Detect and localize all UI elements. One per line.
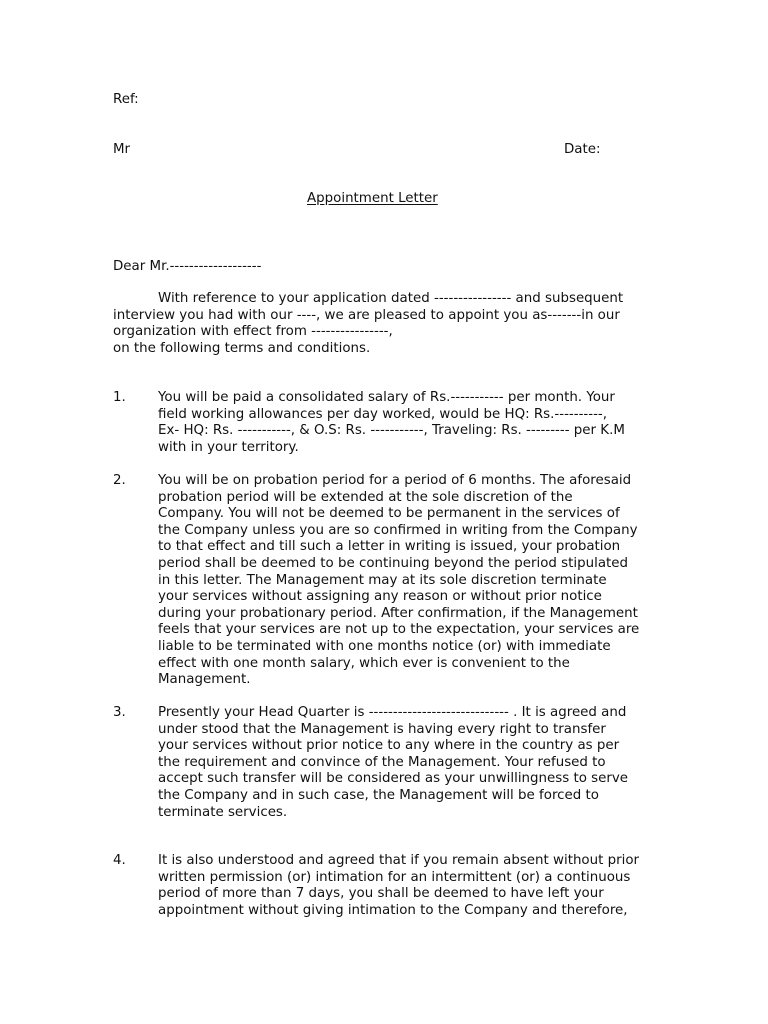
date-label: Date: xyxy=(564,142,601,157)
term-number: 4. xyxy=(113,853,126,868)
term-line: appointment without giving intimation to the Company and therefore, xyxy=(158,902,628,918)
term-line: Presently your Head Quarter is ----------------------------- . It is agreed and xyxy=(158,705,627,720)
term-line: period of more than 7 days, you shall be deemed to have left your xyxy=(158,886,604,902)
term-line: terminate services. xyxy=(158,804,288,820)
mr-label: Mr xyxy=(113,142,131,157)
term-line: with in your territory. xyxy=(158,439,299,455)
term-line: You will be on probation period for a period of 6 months. The aforesaid xyxy=(158,473,632,488)
term-line: in this letter. The Management may at its sole discretion terminate xyxy=(158,572,607,588)
term-line: effect with one month salary, which ever is convenient to the xyxy=(158,655,570,671)
term-line: liable to be terminated with one months notice (or) with immediate xyxy=(158,639,611,654)
term-line: your services without prior notice to any where in the country as per xyxy=(158,738,620,754)
intro-line: organization with effect from ----------------, xyxy=(113,324,393,340)
term-line: accept such transfer will be considered as your unwillingness to serve xyxy=(158,771,629,787)
term-number: 1. xyxy=(113,390,126,405)
term-number: 2. xyxy=(113,473,126,488)
ref-label: Ref: xyxy=(113,92,139,107)
term-line: feels that your services are not up to the expectation, your services are xyxy=(158,622,640,638)
intro-line: With reference to your application dated ---------------- and subsequent xyxy=(158,291,624,306)
letter-title: Appointment Letter xyxy=(307,191,438,206)
term-line: under stood that the Management is having every right to transfer xyxy=(158,721,606,737)
term-line: to that effect and till such a letter in writing is issued, your probation xyxy=(158,539,621,555)
term-line: period shall be deemed to be continuing beyond the period stipulated xyxy=(158,556,629,571)
term-line: Company. You will not be deemed to be permanent in the services of xyxy=(158,506,620,522)
term-line: You will be paid a consolidated salary of Rs.----------- per month. Your xyxy=(158,390,615,405)
term-line: field working allowances per day worked, would be HQ: Rs.----------, xyxy=(158,406,607,422)
salutation: Dear Mr.------------------- xyxy=(113,259,262,274)
intro-line: on the following terms and conditions. xyxy=(113,340,371,356)
term-line: written permission (or) intimation for an intermittent (or) a continuous xyxy=(158,869,631,885)
term-line: Ex- HQ: Rs. -----------, & O.S: Rs. -----------, Traveling: Rs. --------- per K.M xyxy=(158,423,625,439)
term-line: the requirement and convince of the Management. Your refused to xyxy=(158,754,606,770)
term-line: your services without assigning any reason or without prior notice xyxy=(158,589,602,605)
intro-line: interview you had with our ----, we are pleased to appoint you as-------in our xyxy=(113,307,620,323)
term-line: probation period will be extended at the sole discretion of the xyxy=(158,489,573,505)
term-number: 3. xyxy=(113,705,126,720)
term-line: during your probationary period. After confirmation, if the Management xyxy=(158,605,638,621)
term-line: Management. xyxy=(158,672,251,688)
term-line: It is also understood and agreed that if you remain absent without prior xyxy=(158,853,640,868)
term-line: the Company and in such case, the Management will be forced to xyxy=(158,788,599,803)
term-line: the Company unless you are so confirmed in writing from the Company xyxy=(158,522,638,538)
